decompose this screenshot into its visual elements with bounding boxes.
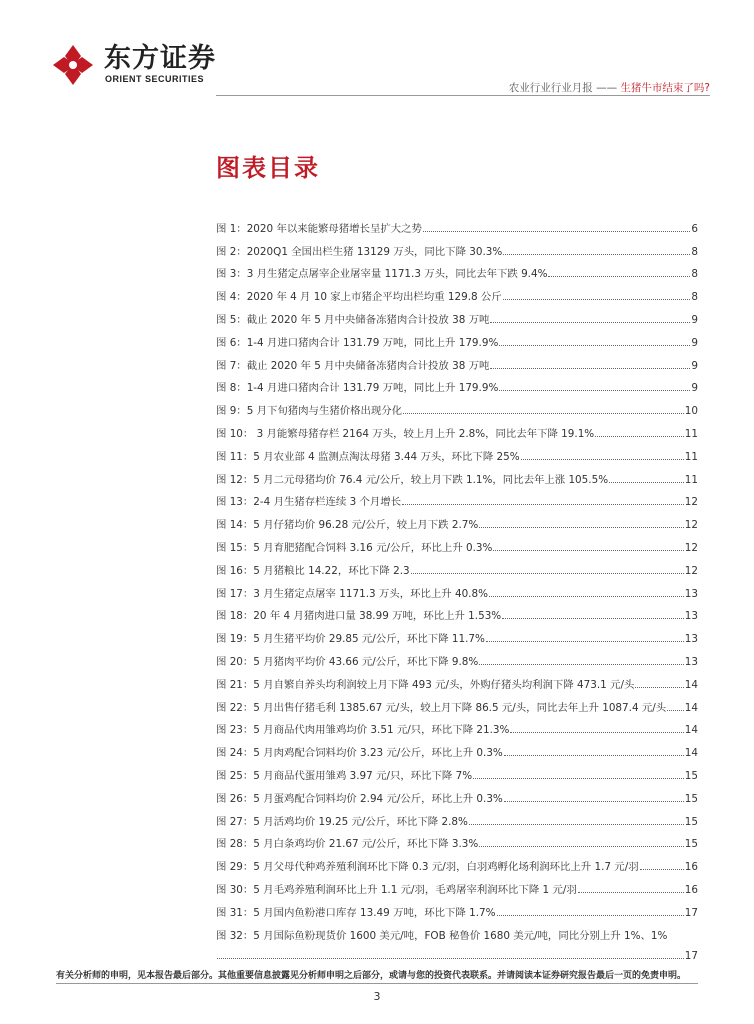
toc-entry-page: 15 <box>684 838 698 851</box>
toc-entry-page: 13 <box>684 633 698 646</box>
toc-entry-text: 图 31：5 月国内鱼粉港口库存 13.49 万吨，环比下降 1.7% <box>216 906 496 919</box>
toc-leader-dots <box>578 891 684 893</box>
toc-entry[interactable] <box>216 508 698 531</box>
toc-entry[interactable] <box>216 714 698 737</box>
toc-entry[interactable] <box>216 782 698 805</box>
toc-entry-page: 14 <box>684 701 698 714</box>
toc-entry[interactable] <box>216 394 698 417</box>
toc-leader-dots <box>402 503 684 505</box>
toc-leader-dots <box>609 481 684 483</box>
toc-leader-dots <box>640 868 684 870</box>
toc-leader-dots <box>499 344 690 346</box>
toc-entry-text: 图 2：2020Q1 全国出栏生猪 13129 万头，同比下降 30.3% <box>216 245 503 258</box>
toc-leader-dots <box>497 914 684 916</box>
toc-entry-text: 图 23：5 月商品代肉用雏鸡均价 3.51 元/只，环比下降 21.3% <box>216 724 510 737</box>
toc-entry-text: 图 21：5 月自繁自养头均利润较上月下降 493 元/头，外购仔猪头均利润下降 473.1 元/头 <box>216 678 635 691</box>
toc-entry[interactable] <box>216 303 698 326</box>
toc-leader-dots <box>510 731 683 733</box>
toc-entry-page: 8 <box>691 245 698 258</box>
toc-entry[interactable] <box>216 258 698 281</box>
toc-entry[interactable] <box>216 622 698 645</box>
toc-leader-dots <box>503 253 690 255</box>
toc-entry-page: 16 <box>684 861 698 874</box>
toc-entry[interactable] <box>216 372 698 395</box>
toc-leader-dots <box>403 412 684 414</box>
toc-leader-dots <box>469 823 684 825</box>
toc-entry[interactable] <box>216 896 698 919</box>
toc-entry-text: 图 4：2020 年 4 月 10 家上市猪企平均出栏均重 129.8 公斤 <box>216 291 502 304</box>
toc-leader-dots <box>489 595 684 597</box>
toc-entry[interactable] <box>216 349 698 372</box>
toc-entry[interactable] <box>216 759 698 782</box>
page-number: 3 <box>373 990 381 1003</box>
toc-leader-dots <box>504 800 684 802</box>
toc-entry-text: 图 25：5 月商品代蛋用雏鸡 3.97 元/只，环比下降 7% <box>216 769 473 782</box>
toc-entry-page: 14 <box>684 678 698 691</box>
toc-entry-page: 9 <box>691 336 698 349</box>
footer-divider <box>56 983 698 984</box>
toc-entry[interactable] <box>216 828 698 851</box>
toc-entry[interactable] <box>216 577 698 600</box>
toc-entry-page: 14 <box>684 747 698 760</box>
report-header-label <box>509 80 710 95</box>
toc-entry[interactable] <box>216 873 698 896</box>
orient-securities-logo-icon <box>50 42 96 88</box>
toc-leader-dots <box>499 389 690 391</box>
toc-entry-page: 11 <box>684 427 698 440</box>
table-of-figures <box>216 212 698 962</box>
toc-leader-dots <box>504 754 684 756</box>
toc-entry-text: 图 22：5 月出售仔猪毛利 1385.67 元/头，较上月下降 86.5 元/头，同比去年上升 1087.4 元/头 <box>216 701 667 714</box>
toc-leader-dots <box>479 845 684 847</box>
toc-entry-text: 图 30：5 月毛鸡养殖利润环比上升 1.1 元/羽，毛鸡屠宰利润环比下降 1 元/羽 <box>216 883 577 896</box>
toc-entry-page: 9 <box>691 359 698 372</box>
toc-entry-page: 13 <box>684 610 698 623</box>
header-divider <box>216 95 710 96</box>
toc-entry[interactable] <box>216 691 698 714</box>
toc-entry[interactable] <box>216 326 698 349</box>
toc-entry-text: 图 1：2020 年以来能繁母猪增长呈扩大之势 <box>216 222 422 235</box>
toc-entry-text: 图 7：截止 2020 年 5 月中央储备冻猪肉合计投放 38 万吨 <box>216 359 490 372</box>
toc-entry-text: 图 17：3 月生猪定点屠宰 1171.3 万头，环比上升 40.8% <box>216 587 488 600</box>
report-subtitle: 生猪牛市结束了吗? <box>620 82 710 94</box>
toc-entry[interactable] <box>216 668 698 691</box>
toc-entry[interactable] <box>216 850 698 873</box>
toc-entry[interactable] <box>216 212 698 235</box>
toc-entry-page: 8 <box>691 268 698 281</box>
toc-entry-page: 17 <box>684 906 698 919</box>
page-header <box>0 0 754 100</box>
toc-leader-dots <box>493 549 683 551</box>
toc-leader-dots <box>502 617 684 619</box>
toc-entry-text: 图 10： 3 月能繁母猪存栏 2164 万头，较上月上升 2.8%，同比去年下降 19.1% <box>216 427 595 440</box>
toc-entry-text: 图 6：1-4 月进口猪肉合计 131.79 万吨，同比上升 179.9% <box>216 336 499 349</box>
toc-entry-text: 图 24：5 月肉鸡配合饲料均价 3.23 元/公斤，环比上升 0.3% <box>216 747 503 760</box>
toc-entry-page: 17 <box>684 949 698 962</box>
toc-entry[interactable] <box>216 463 698 486</box>
toc-leader-dots <box>503 298 691 300</box>
logo-english-name: ORIENT SECURITIES <box>105 74 205 84</box>
toc-entry-text: 图 11：5 月农业部 4 监测点淘汰母猪 3.44 万头，环比下降 25% <box>216 450 520 463</box>
toc-entry[interactable] <box>216 554 698 577</box>
toc-leader-dots <box>423 230 690 232</box>
toc-entry-page: 12 <box>684 541 698 554</box>
toc-entry-text: 图 3：3 月生猪定点屠宰企业屠宰量 1171.3 万头，同比去年下跌 9.4% <box>216 268 548 281</box>
toc-leader-dots <box>479 526 684 528</box>
toc-entry-text: 图 14：5 月仔猪均价 96.28 元/公斤，较上月下跌 2.7% <box>216 519 479 532</box>
toc-entry[interactable] <box>216 600 698 623</box>
toc-entry-page: 12 <box>684 496 698 509</box>
toc-leader-dots <box>217 957 684 959</box>
toc-entry-page: 16 <box>684 883 698 896</box>
toc-entry-text: 图 5：截止 2020 年 5 月中央储备冻猪肉合计投放 38 万吨 <box>216 313 490 326</box>
toc-entry-text: 图 13：2-4 月生猪存栏连续 3 个月增长 <box>216 496 402 509</box>
toc-entry-page: 10 <box>684 405 698 418</box>
toc-entry-page: 9 <box>691 382 698 395</box>
toc-entry-text: 图 12：5 月二元母猪均价 76.4 元/公斤，较上月下跌 1.1%，同比去年上涨 105.5% <box>216 473 609 486</box>
toc-entry-page: 13 <box>684 655 698 668</box>
toc-entry[interactable] <box>216 919 698 962</box>
toc-entry[interactable] <box>216 531 698 554</box>
toc-leader-dots <box>486 640 684 642</box>
toc-entry[interactable] <box>216 417 698 440</box>
toc-entry-text: 图 27：5 月活鸡均价 19.25 元/公斤，环比下降 2.8% <box>216 815 468 828</box>
toc-entry-text: 图 8：1-4 月进口猪肉合计 131.79 万吨，同比上升 179.9% <box>216 382 499 395</box>
toc-leader-dots <box>667 709 684 711</box>
toc-entry-page: 9 <box>691 313 698 326</box>
toc-entry-text: 图 20：5 月猪肉平均价 43.66 元/公斤，环比下降 9.8% <box>216 655 479 668</box>
toc-entry[interactable] <box>216 805 698 828</box>
toc-entry-page: 15 <box>684 769 698 782</box>
toc-entry-page: 13 <box>684 587 698 600</box>
toc-entry[interactable] <box>216 440 698 463</box>
report-type: 农业行业行业月报 —— <box>508 82 618 94</box>
toc-leader-dots <box>595 435 684 437</box>
toc-leader-dots <box>473 777 684 779</box>
toc-entry-page: 8 <box>691 291 698 304</box>
toc-entry[interactable] <box>216 235 698 258</box>
toc-entry-text: 图 29：5 月父母代种鸡养殖利润环比下降 0.3 元/羽，白羽鸡孵化场利润环比上升 1.7 元/羽 <box>216 861 639 874</box>
toc-leader-dots <box>411 572 684 574</box>
toc-entry[interactable] <box>216 486 698 509</box>
toc-entry[interactable] <box>216 280 698 303</box>
toc-leader-dots <box>479 663 684 665</box>
disclaimer-note: 有关分析师的申明，见本报告最后部分。其他重要信息披露见分析师申明之后部分，或请与您的投资代表联系。并请阅读本证券研究报告最后一页的免责申明。 <box>56 971 687 981</box>
toc-entry-text: 图 18：20 年 4 月猪肉进口量 38.99 万吨，环比上升 1.53% <box>216 610 502 623</box>
toc-leader-dots <box>635 686 683 688</box>
toc-entry-page: 6 <box>691 222 698 235</box>
toc-entry[interactable] <box>216 736 698 759</box>
toc-entry-page: 14 <box>684 724 698 737</box>
toc-entry-text: 图 15：5 月育肥猪配合饲料 3.16 元/公斤，环比上升 0.3% <box>216 541 493 554</box>
logo-chinese-name: 东方证券 <box>104 43 216 74</box>
toc-entry-text: 图 9：5 月下旬猪肉与生猪价格出现分化 <box>216 405 403 418</box>
toc-entry-text: 图 26：5 月蛋鸡配合饲料均价 2.94 元/公斤，环比上升 0.3% <box>216 792 503 805</box>
toc-entry-text: 图 16：5 月猪粮比 14.22，环比下降 2.3 <box>216 564 410 577</box>
toc-entry-page: 12 <box>684 564 698 577</box>
toc-leader-dots <box>490 367 690 369</box>
page-title: 图表目录 <box>216 154 320 182</box>
toc-entry-page: 11 <box>684 473 698 486</box>
toc-entry-text: 图 32：5 月国际鱼粉现货价 1600 美元/吨，FOB 秘鲁价 1680 美元/吨，同比分别上升 1%、1% <box>216 929 668 942</box>
toc-entry-page: 12 <box>684 519 698 532</box>
toc-entry-page: 15 <box>684 792 698 805</box>
toc-entry-text: 图 19：5 月生猪平均价 29.85 元/公斤，环比下降 11.7% <box>216 633 485 646</box>
toc-leader-dots <box>490 321 690 323</box>
toc-leader-dots <box>521 458 684 460</box>
toc-entry-page: 15 <box>684 815 698 828</box>
toc-entry-page: 11 <box>684 450 698 463</box>
toc-leader-dots <box>548 275 690 277</box>
toc-entry-text: 图 28：5 月白条鸡均价 21.67 元/公斤，环比下降 3.3% <box>216 838 479 851</box>
toc-entry[interactable] <box>216 645 698 668</box>
